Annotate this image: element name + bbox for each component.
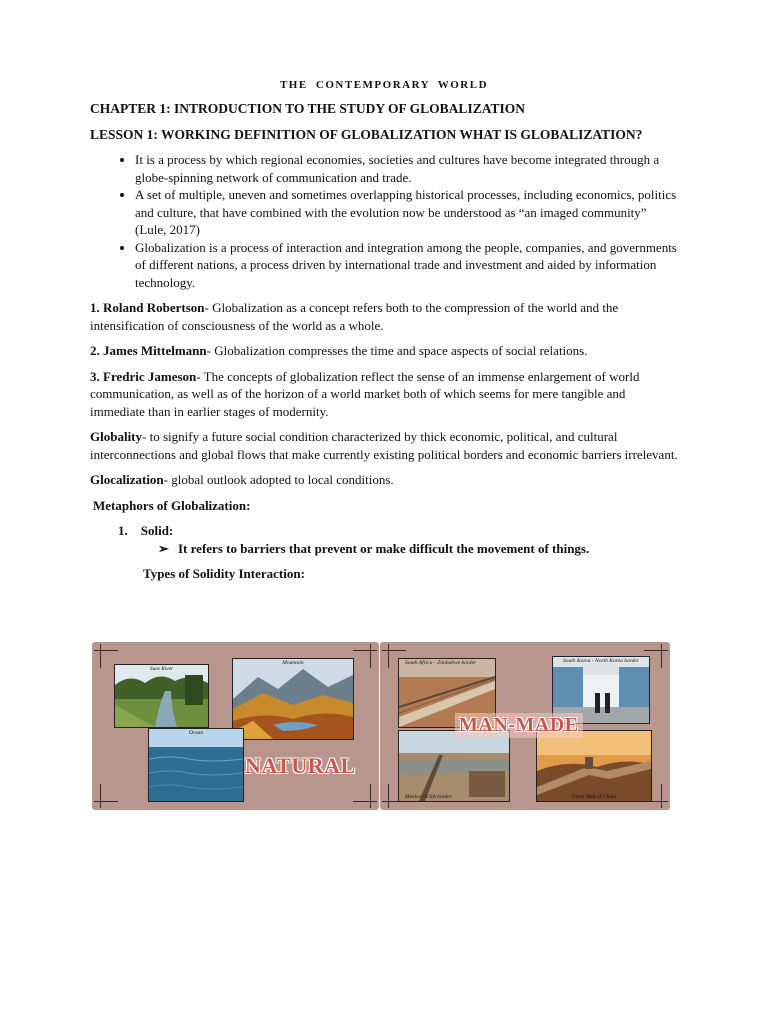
arrow-bullet-icon: ➢ [158, 540, 169, 556]
definition-jameson [90, 368, 680, 421]
definition-glocalization [90, 471, 680, 489]
manmade-barriers-panel [380, 642, 670, 810]
document-body [90, 100, 680, 583]
solid-description [158, 540, 680, 558]
natural-barriers-panel [92, 642, 379, 810]
solid-description-text: It refers to barriers that prevent or make difficult the movement of things. [178, 540, 590, 556]
document-title: THE CONTEMPORARY WORLD [279, 79, 489, 91]
corner-ornament [94, 784, 118, 808]
metaphors-heading: Metaphors of Globalization: [93, 497, 251, 513]
mountain-caption: Mountain [282, 660, 304, 666]
river-photo [114, 664, 209, 728]
definition-term: 3. Fredric Jameson [90, 368, 197, 384]
definition-bullets [90, 151, 680, 291]
definition-term: 2. James Mittelmann [90, 343, 207, 358]
definition-mittelmann [90, 342, 680, 360]
definition-robertson [90, 299, 680, 334]
mexico-border-photo [398, 730, 510, 802]
manmade-label: MAN-MADE [455, 713, 583, 738]
bullet-item: • Globalization is a process of interaction and integration among the people, companies, and governments of different nations, a process driven by international trade and investment and aided by information technology. [135, 239, 680, 292]
definition-text: - Globalization as a concept refers both to the compression of the world and the intensification of consciousness of the world as a whole. [90, 300, 619, 333]
solid-number: 1. [118, 523, 128, 538]
definition-term: Globality [90, 429, 143, 444]
definition-term: 1. Roland Robertson [90, 300, 205, 315]
definition-text: - Globalization compresses the time and space aspects of social relations. [206, 343, 588, 358]
natural-label: NATURAL [245, 753, 356, 778]
definition-text: - to signify a future social condition characterized by thick economic, political, and cultural interconnections and global flows that make currently existing political borders and economic barriers irrelevant. [90, 429, 678, 462]
river-caption: Suez River [149, 666, 174, 672]
mexico-border-caption: Mexico - USA border [405, 794, 452, 800]
chapter-heading: CHAPTER 1: INTRODUCTION TO THE STUDY OF GLOBALIZATION [90, 101, 525, 116]
great-wall-caption: Great Wall of China [571, 794, 617, 800]
lesson-heading: LESSON 1: WORKING DEFINITION OF GLOBALIZATION WHAT IS GLOBALIZATION? [90, 126, 643, 142]
bullet-item: • A set of multiple, uneven and sometimes overlapping historical processes, including economics, politics and culture, that have combined with the evolution now be understood as “an imaged community” (Lule, 2017) [135, 186, 680, 239]
definition-text: - global outlook adopted to local conditions. [163, 472, 394, 487]
definition-globality [90, 428, 680, 463]
ocean-caption: Ocean [188, 730, 204, 736]
great-wall-photo [536, 730, 652, 802]
definition-term: Glocalization [90, 472, 164, 487]
ocean-photo [148, 728, 244, 802]
solid-label: Solid: [140, 523, 174, 538]
corner-ornament [353, 644, 377, 668]
korea-border-caption: South Korea - North Korea border [563, 658, 639, 664]
south-africa-border-caption: South Africa - Zimbabwe border [405, 660, 477, 666]
bullet-item: • It is a process by which regional economies, societies and cultures have become integrated through a globe-spinning network of communication and trade. [135, 151, 680, 186]
solid-item [118, 522, 680, 540]
types-heading: Types of Solidity Interaction: [143, 566, 305, 581]
definition-text: - The concepts of globalization reflect the sense of an immense enlargement of world communication, as well as of the horizon of a world market both of which seems for mere tangible and immediate than in earlier stages of modernity. [90, 368, 640, 419]
mountain-photo [232, 658, 354, 740]
corner-ornament [353, 784, 377, 808]
